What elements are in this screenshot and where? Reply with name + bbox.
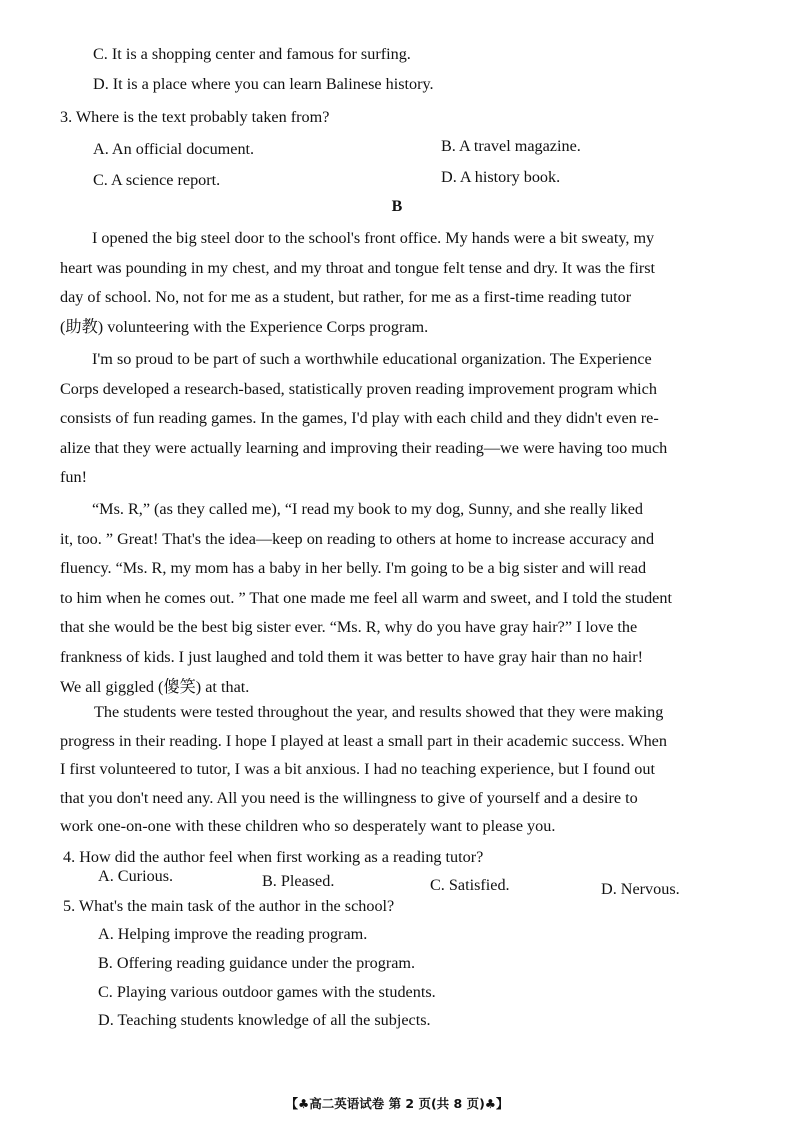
section-title: B: [391, 198, 403, 215]
club-icon: ♣: [484, 1096, 497, 1111]
p3-line: to him when he comes out. ” That one made me feel all warm and sweet, and I told the student: [60, 588, 672, 607]
p2-line: alize that they were actually learning and improving their reading—we were having too much: [60, 438, 668, 457]
p2-line: consists of fun reading games. In the games, I'd play with each child and they didn't even re-: [60, 409, 659, 428]
footer-bracket-close: 】: [496, 1096, 509, 1111]
footer-bracket-open: 【: [285, 1096, 298, 1111]
p3-line: frankness of kids. I just laughed and told them it was better to have gray hair than no hair!: [60, 647, 644, 666]
footer-page-number: 第 2 页(共 8 页): [388, 1096, 485, 1111]
q5-option-b: B. Offering reading guidance under the program.: [98, 954, 416, 972]
p4-line: The students were tested throughout the year, and results showed that they were making: [94, 703, 664, 721]
p4-line: progress in their reading. I hope I played at least a small part in their academic success. When: [60, 731, 667, 750]
p1-line: heart was pounding in my chest, and my throat and tongue felt tense and dry. It was the first: [60, 258, 656, 277]
paragraph-1: [60, 224, 764, 342]
q3-option-c: C. A science report.: [93, 171, 221, 189]
p3-line: fluency. “Ms. R, my mom has a baby in her belly. I'm going to be a big sister and will read: [60, 559, 647, 578]
p3-line: it, too. ” Great! That's the idea—keep on reading to others at home to increase accuracy and: [60, 529, 655, 548]
p1-line: I opened the big steel door to the school's front office. My hands were a bit sweaty, my: [92, 229, 655, 247]
p3-line: that she would be the best big sister ever. “Ms. R, why do you have gray hair?” I love the: [60, 618, 638, 637]
p3-line: “Ms. R,” (as they called me), “I read my book to my dog, Sunny, and she really liked: [92, 500, 643, 518]
option-d-prev: D. It is a place where you can learn Balinese history.: [93, 75, 434, 93]
p2-line: Corps developed a research-based, statistically proven reading improvement program which: [60, 379, 657, 398]
q5-option-a: A. Helping improve the reading program.: [98, 925, 368, 943]
option-c-prev: C. It is a shopping center and famous for surfing.: [93, 45, 411, 63]
q4-stem: 4. How did the author feel when first working as a reading tutor?: [63, 848, 484, 866]
p4-line: work one-on-one with these children who so desperately want to please you.: [60, 817, 556, 836]
p1-line: (助教) volunteering with the Experience Corps program.: [60, 317, 429, 336]
q4-option-d: D. Nervous.: [601, 880, 680, 898]
p1-line: day of school. No, not for me as a student, but rather, for me as a first-time reading tutor: [60, 288, 632, 307]
q4-option-c: C. Satisfied.: [430, 876, 510, 894]
q4-option-b: B. Pleased.: [262, 872, 335, 890]
q3-stem: 3. Where is the text probably taken from?: [60, 108, 330, 126]
q5-option-c: C. Playing various outdoor games with the students.: [98, 983, 436, 1001]
q3-option-d: D. A history book.: [441, 168, 561, 186]
page-footer: [0, 1094, 794, 1112]
q5-stem: 5. What's the main task of the author in the school?: [63, 897, 395, 915]
q5-option-d: D. Teaching students knowledge of all the subjects.: [98, 1011, 431, 1029]
p2-line: fun!: [60, 468, 87, 487]
p3-line: We all giggled (傻笑) at that.: [60, 677, 250, 696]
paragraph-4: [60, 698, 754, 841]
q3-option-a: A. An official document.: [93, 140, 255, 158]
paragraph-3: [60, 495, 764, 702]
q3-option-b: B. A travel magazine.: [441, 137, 581, 155]
footer-title: 高二英语试卷: [309, 1096, 385, 1111]
club-icon: ♣: [297, 1096, 310, 1111]
p2-line: I'm so proud to be part of such a worthwhile educational organization. The Experience: [92, 350, 652, 368]
p4-line: that you don't need any. All you need is the willingness to give of yourself and a desire to: [60, 788, 638, 807]
p4-line: I first volunteered to tutor, I was a bit anxious. I had no teaching experience, but I found out: [60, 760, 655, 779]
paragraph-2: [60, 345, 764, 493]
q4-option-a: A. Curious.: [98, 867, 174, 885]
